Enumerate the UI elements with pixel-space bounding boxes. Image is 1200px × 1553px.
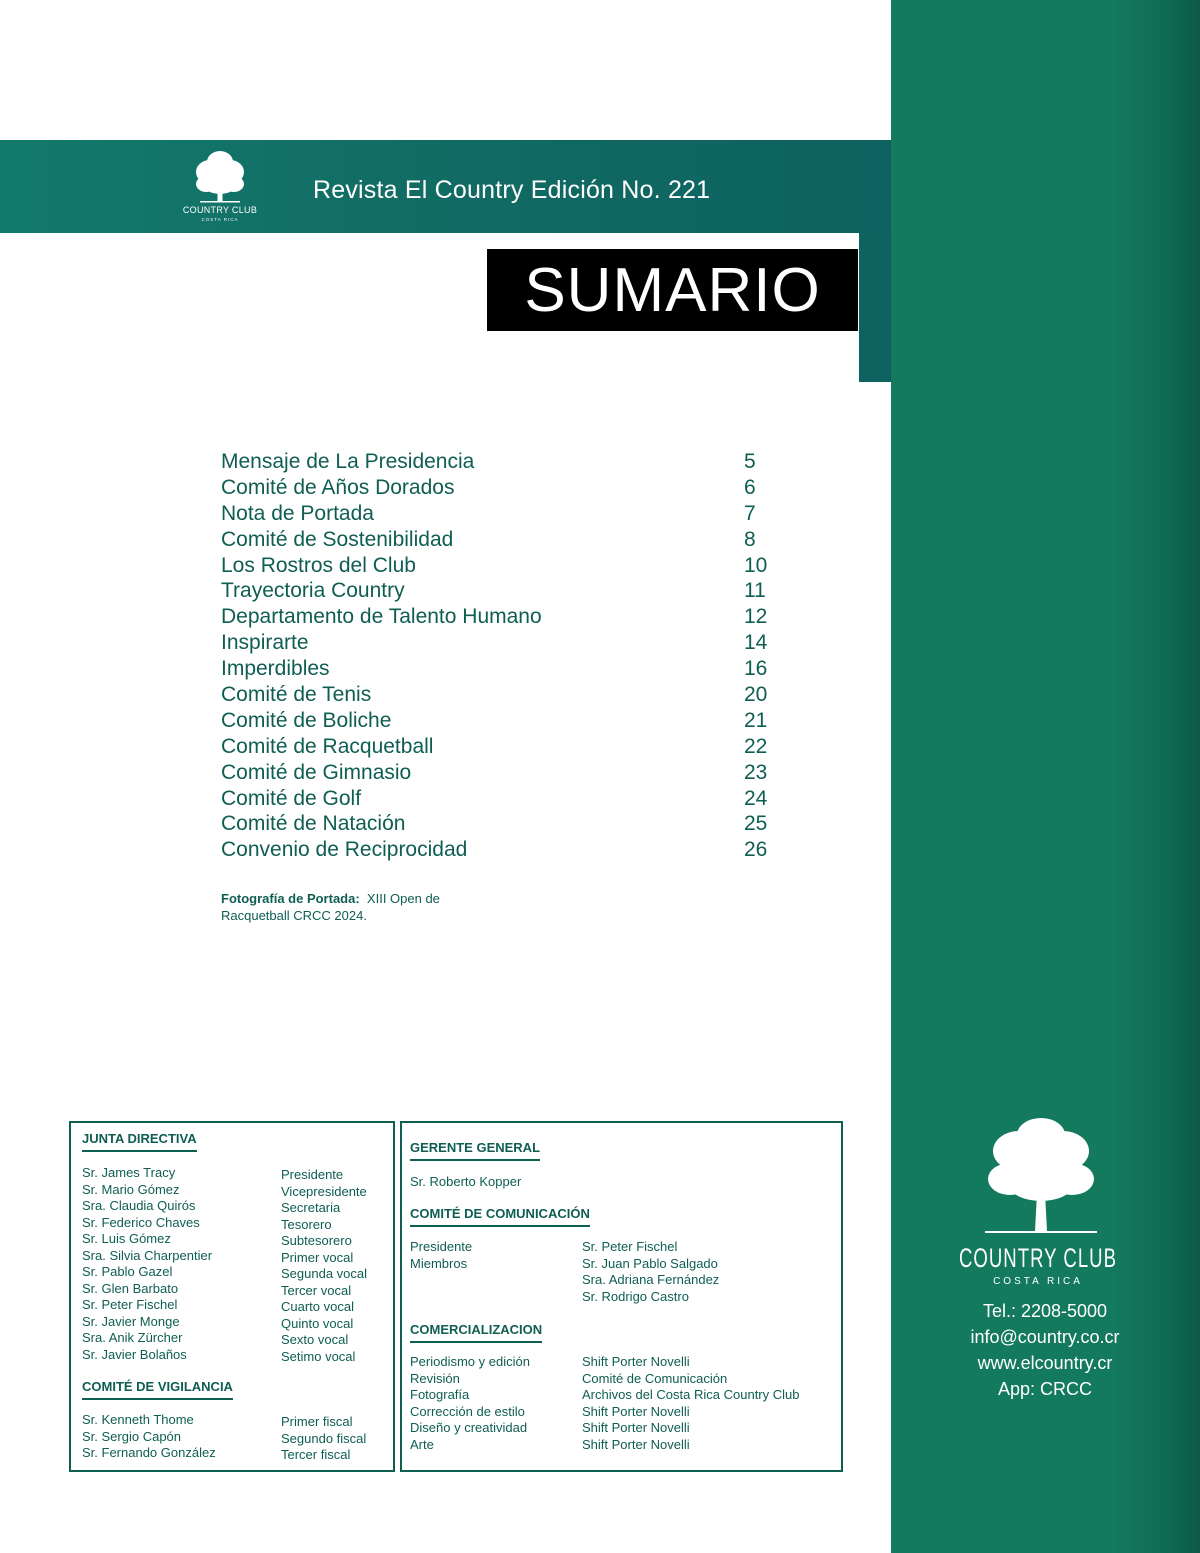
toc-entry-page: 16 (744, 657, 768, 681)
website-link[interactable]: www.elcountry.cr (977, 1353, 1113, 1373)
junta-member-name: Sr. Federico Chaves (82, 1214, 200, 1230)
toc-entry-page: 21 (744, 708, 768, 732)
junta-member-name: Sr. Peter Fischel (82, 1297, 178, 1312)
comercializacion-credit: Shift Porter Novelli (582, 1354, 690, 1369)
toc-entry-title: Mensaje de La Presidencia (221, 450, 475, 473)
header-tab-extension (859, 233, 891, 382)
junta-member-role: Setimo vocal (281, 1348, 356, 1364)
junta-member-role: Vicepresidente (281, 1183, 367, 1199)
junta-member-role: Tesorero (281, 1216, 332, 1232)
vigilancia-member-role: Tercer fiscal (281, 1447, 351, 1462)
comercializacion-credit: Shift Porter Novelli (582, 1420, 690, 1435)
toc-entry[interactable] (221, 682, 781, 708)
junta-member-name: Sra. Silvia Charpentier (82, 1247, 213, 1263)
toc-entry-title: Comité de Racquetball (221, 734, 434, 758)
toc-entry-page: 14 (744, 631, 768, 655)
toc-entry-page: 23 (744, 760, 768, 784)
toc-entry-page: 11 (744, 579, 766, 603)
toc-entry[interactable] (221, 501, 781, 527)
toc-entry[interactable] (221, 760, 781, 786)
comercializacion-role: Revisión (410, 1370, 460, 1386)
toc-entry-page: 12 (744, 605, 768, 629)
header-logo-sub: COSTA RICA (201, 217, 239, 222)
comercializacion-role: Arte (410, 1436, 434, 1452)
toc-entry[interactable] (221, 837, 781, 863)
toc-entry-page: 25 (744, 812, 768, 836)
gerente-title: GERENTE GENERAL (410, 1140, 540, 1161)
toc-entry-page: 20 (744, 683, 768, 707)
comercializacion-credit: Shift Porter Novelli (582, 1436, 690, 1452)
toc-entry-page: 10 (744, 553, 768, 577)
toc-entry[interactable] (221, 604, 781, 630)
toc-entry[interactable] (221, 553, 781, 579)
junta-directiva-title: JUNTA DIRECTIVA (82, 1131, 197, 1152)
toc-entry[interactable] (221, 449, 781, 475)
comercializacion-credit: Archivos del Costa Rica Country Club (582, 1387, 800, 1402)
comercializacion-names-list (582, 1354, 799, 1453)
comunicacion-member-name: Sr. Juan Pablo Salgado (582, 1255, 718, 1271)
toc-entry-title: Comité de Boliche (221, 708, 392, 732)
toc-entry-page: 24 (744, 786, 768, 810)
sumario-heading: SUMARIO (524, 255, 821, 325)
table-of-contents (221, 449, 781, 863)
comunicacion-role: Miembros (410, 1255, 468, 1271)
phone-number: Tel.: 2208-5000 (982, 1301, 1108, 1321)
toc-entry[interactable] (221, 786, 781, 812)
junta-member-name: Sr. Mario Gómez (82, 1181, 180, 1197)
toc-entry-title: Comité de Natación (221, 812, 406, 836)
comercializacion-credit: Comité de Comunicación (582, 1370, 728, 1386)
gerente-name: Sr. Roberto Kopper (410, 1174, 522, 1189)
tree-icon (985, 1118, 1097, 1233)
junta-member-role: Presidente (281, 1167, 344, 1182)
comunicacion-role: Presidente (410, 1239, 473, 1254)
side-logo-name: COUNTRY CLUB (959, 1243, 1117, 1273)
junta-member-name: Sr. Glen Barbato (82, 1280, 179, 1296)
toc-entry-page: 26 (744, 838, 768, 862)
junta-member-role: Sexto vocal (281, 1332, 349, 1347)
toc-entry-page: 6 (744, 475, 756, 499)
vigilancia-member-role: Primer fiscal (281, 1414, 353, 1429)
junta-member-name: Sra. Claudia Quirós (82, 1198, 196, 1213)
toc-entry[interactable] (221, 475, 781, 501)
comercializacion-roles-list (410, 1354, 530, 1453)
photo-credit (221, 890, 481, 924)
vigilancia-member-name: Sr. Kenneth Thome (82, 1412, 194, 1427)
header-logo-name: COUNTRY CLUB (182, 205, 258, 215)
junta-member-role: Tercer vocal (281, 1282, 352, 1298)
junta-names-list (82, 1165, 212, 1363)
junta-member-name: Sr. Javier Monge (82, 1313, 180, 1329)
comunicacion-roles-list (410, 1239, 472, 1272)
sumario-heading-box (487, 249, 858, 331)
comercializacion-title: COMERCIALIZACION (410, 1322, 542, 1343)
toc-entry[interactable] (221, 527, 781, 553)
toc-entry-title: Imperdibles (221, 657, 330, 681)
junta-member-role: Quinto vocal (281, 1315, 354, 1331)
vigilancia-names-list (82, 1412, 216, 1462)
comercializacion-role: Corrección de estilo (410, 1403, 525, 1419)
toc-entry[interactable] (221, 708, 781, 734)
toc-entry-title: Los Rostros del Club (221, 553, 416, 577)
toc-entry-page: 22 (744, 734, 768, 758)
junta-member-role: Cuarto vocal (281, 1299, 354, 1314)
junta-member-role: Subtesorero (281, 1233, 352, 1248)
management-box (400, 1121, 843, 1472)
toc-entry[interactable] (221, 656, 781, 682)
toc-entry-title: Comité de Golf (221, 786, 362, 810)
vigilancia-member-name: Sr. Sergio Capón (82, 1428, 182, 1444)
tree-logo-icon (182, 148, 258, 226)
toc-entry[interactable] (221, 734, 781, 760)
side-logo-sub: COSTA RICA (993, 1276, 1083, 1287)
comunicacion-member-name: Sr. Rodrigo Castro (582, 1288, 689, 1304)
toc-entry-page: 7 (744, 501, 756, 525)
comercializacion-role: Fotografía (410, 1387, 470, 1402)
comercializacion-role: Periodismo y edición (410, 1354, 530, 1369)
junta-member-name: Sr. Pablo Gazel (82, 1264, 173, 1279)
toc-entry[interactable] (221, 630, 781, 656)
toc-entry-page: 5 (744, 450, 756, 473)
comunicacion-member-name: Sra. Adriana Fernández (582, 1272, 720, 1287)
app-name: App: CRCC (997, 1379, 1093, 1399)
toc-entry-title: Comité de Sostenibilidad (221, 527, 454, 551)
toc-entry-title: Comité de Años Dorados (221, 475, 455, 499)
toc-entry-title: Convenio de Reciprocidad (221, 838, 468, 862)
toc-entry-title: Comité de Gimnasio (221, 760, 412, 784)
magazine-edition-title: Revista El Country Edición No. 221 (313, 176, 711, 204)
vigilancia-title: COMITÉ DE VIGILANCIA (82, 1379, 233, 1400)
junta-member-name: Sr. Luis Gómez (82, 1231, 171, 1246)
toc-entry-title: Trayectoria Country (221, 579, 405, 603)
comercializacion-credit: Shift Porter Novelli (582, 1403, 690, 1419)
toc-entry-title: Nota de Portada (221, 501, 374, 525)
junta-member-name: Sra. Anik Zürcher (82, 1330, 183, 1345)
photo-credit-line2: Racquetball CRCC 2024. (221, 908, 367, 923)
toc-entry-page: 8 (744, 527, 756, 551)
vigilancia-member-role: Segundo fiscal (281, 1430, 367, 1446)
junta-member-role: Segunda vocal (281, 1266, 368, 1281)
toc-entry[interactable] (221, 578, 781, 604)
junta-member-role: Primer vocal (281, 1249, 354, 1265)
toc-entry-title: Inspirarte (221, 631, 309, 655)
junta-roles-list (281, 1167, 367, 1365)
vigilancia-member-name: Sr. Fernando González (82, 1445, 216, 1460)
photo-credit-line1: XIII Open de (366, 891, 440, 906)
email-address[interactable]: info@country.co.cr (970, 1327, 1120, 1347)
junta-member-role: Secretaria (281, 1200, 341, 1215)
photo-credit-label: Fotografía de Portada: (221, 891, 360, 906)
comunicacion-names-list (582, 1239, 719, 1305)
junta-member-name: Sr. Javier Bolaños (82, 1346, 187, 1362)
comercializacion-role: Diseño y creatividad (410, 1420, 528, 1435)
comunicacion-member-name: Sr. Peter Fischel (582, 1239, 678, 1254)
comunicacion-title: COMITÉ DE COMUNICACIÓN (410, 1206, 590, 1227)
country-club-logo (955, 1113, 1120, 1293)
junta-directiva-box (69, 1121, 395, 1472)
junta-member-name: Sr. James Tracy (82, 1165, 176, 1180)
vigilancia-roles-list (281, 1414, 366, 1464)
toc-entry[interactable] (221, 811, 781, 837)
toc-entry-title: Comité de Tenis (221, 683, 372, 707)
toc-entry-title: Departamento de Talento Humano (221, 605, 542, 629)
contact-info (920, 1298, 1170, 1402)
